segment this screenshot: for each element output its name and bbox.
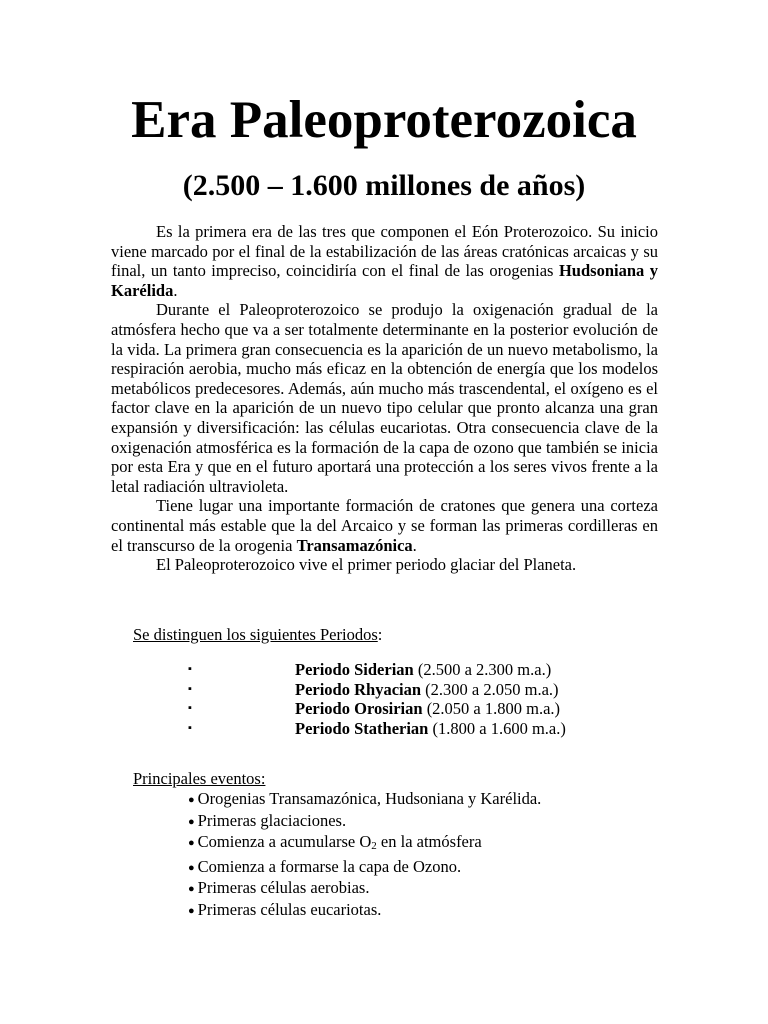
periods-list (0, 660, 768, 738)
list-item (188, 789, 748, 811)
event-text: Primeras células aerobias. (197, 878, 370, 898)
list-item (0, 660, 768, 680)
event-text: Primeras células eucariotas. (197, 899, 382, 919)
periods-heading-suffix: : (377, 625, 383, 644)
list-item (0, 699, 768, 719)
paragraph-1 (111, 222, 658, 300)
periods-heading (133, 625, 382, 645)
period-range: (2.500 a 2.300 m.a.) (413, 660, 552, 679)
list-item (188, 857, 748, 879)
paragraph-3-bold: Transamazónica (296, 535, 413, 555)
event-text: Primeras glaciaciones. (197, 810, 347, 830)
period-name: Periodo Rhyacian (295, 679, 422, 699)
round-bullet-icon: ● (188, 861, 195, 874)
list-item (0, 719, 768, 739)
list-item (188, 878, 748, 900)
period-name: Periodo Orosirian (295, 699, 423, 719)
list-item (188, 811, 748, 833)
list-item (0, 680, 768, 700)
event-text: Orogenias Transamazónica, Hudsoniana y Karélida. (197, 789, 542, 808)
page-title: Era Paleoproterozoica (131, 91, 637, 149)
paragraph-1-end: . (173, 280, 178, 300)
square-bullet-icon: ▪ (188, 702, 192, 715)
event-text: Comienza a formarse la capa de Ozono. (197, 856, 462, 876)
round-bullet-icon: ● (188, 837, 195, 850)
round-bullet-icon: ● (188, 815, 195, 828)
list-item (188, 832, 748, 857)
round-bullet-icon: ● (188, 794, 195, 806)
paragraph-3-end: . (412, 535, 417, 555)
periods-heading-text: Se distinguen los siguientes Periodos (133, 625, 378, 644)
events-heading: Principales eventos: (133, 769, 266, 788)
square-bullet-icon: ▪ (188, 721, 192, 734)
period-range: (1.800 a 1.600 m.a.) (428, 718, 566, 738)
body-text (111, 222, 658, 575)
subscript-two: 2 (371, 840, 377, 853)
paragraph-3 (111, 496, 658, 555)
round-bullet-icon: ● (188, 883, 195, 896)
square-bullet-icon: ▪ (188, 663, 192, 675)
round-bullet-icon: ● (188, 904, 195, 917)
period-range: (2.300 a 2.050 m.a.) (421, 679, 559, 699)
period-name: Periodo Siderian (295, 660, 414, 679)
period-name: Periodo Statherian (295, 718, 429, 738)
paragraph-1-text: Es la primera era de las tres que componen el Eón Proterozoico. Su inicio viene marcado por el final de la estabilización de las áreas cratónicas arcaicas y su final, un tanto impreciso, coincidiría con el final de las orogenias (111, 222, 658, 281)
period-range: (2.050 a 1.800 m.a.) (422, 699, 561, 719)
paragraph-3-text: Tiene lugar una importante formación de cratones que genera una corteza continental más estable que la del Arcaico y se forman las primeras cordilleras en el transcurso de la orogenia (111, 496, 658, 555)
events-list (188, 789, 748, 922)
paragraph-4: El Paleoproterozoico vive el primer periodo glaciar del Planeta. (156, 555, 577, 575)
square-bullet-icon: ▪ (188, 682, 192, 695)
event-text: Comienza a acumularse O (197, 832, 372, 852)
list-item (188, 900, 748, 922)
paragraph-2: Durante el Paleoproterozoico se produjo la oxigenación gradual de la atmósfera hecho que va a ser totalmente determinante en la posterior evolución de la vida. La primera gran consecuencia es la aparición de un nuevo metabolismo, la respiración aerobia, mucho más eficaz en la obtención de energía que los modelos metabólicos predecesores. Además, aún mucho más trascendental, el oxígeno es el factor clave en la aparición de un nuevo tipo celular que pronto alcanza una gran expansión y diversificación: las células eucariotas. Otra consecuencia clave de la oxigenación atmosférica es la formación de la capa de ozono que también se inicia por esta Era y que en el futuro aportará una protección a los seres vivos frente a la letal radiación ultravioleta. (111, 300, 658, 496)
event-text-suffix: en la atmósfera (376, 832, 482, 852)
paragraph-1-bold: Hudsoniana y Karélida (111, 261, 659, 300)
page-subtitle: (2.500 – 1.600 millones de años) (182, 169, 586, 202)
